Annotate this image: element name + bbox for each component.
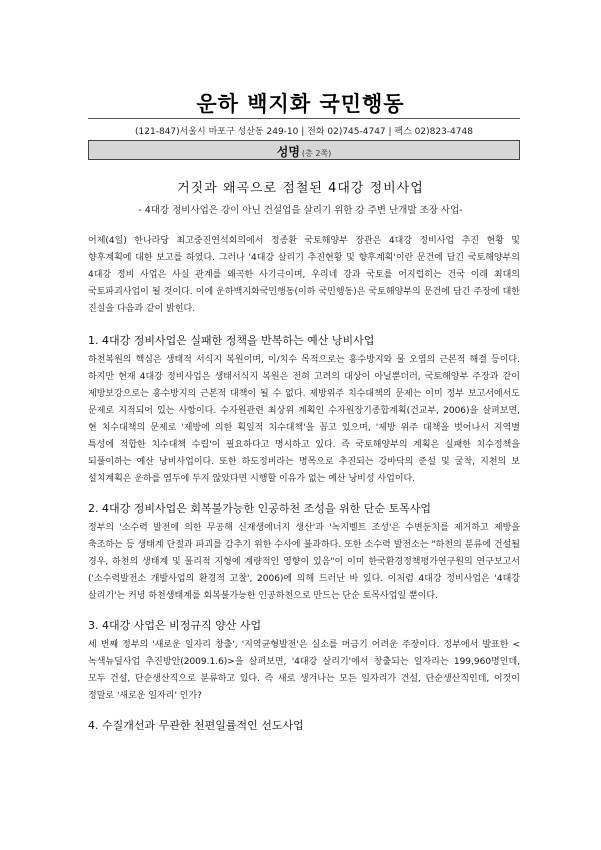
contact-info: (121-847)서울시 마포구 성산동 249-10 | 전화 02)745-4747 | 팩스 02)823-4748	[135, 127, 473, 137]
section-heading-4: 4. 수질개선과 무관한 천편일률적인 선도사업	[88, 719, 304, 732]
section-heading-3: 3. 4대강 사업은 비정규직 양산 사업	[88, 619, 262, 632]
statement-title: 거짓과 왜곡으로 점철된 4대강 정비사업	[177, 181, 424, 196]
statement-body	[88, 233, 520, 737]
statement-subtitle: - 4대강 정비사업은 강이 아닌 건설업을 살리기 위한 강 주변 난개발 조장 사업-	[138, 205, 463, 216]
section-body-2: 정부의 '소수력 발전에 의한 무공해 신재생에너지 생산'과 '녹지벨트 조성'은 수변둔치를 제거하고 제방을 축조하는 등 생태계 단절과 파괴를 감추기 위한 수사에 불과하다. 또한 소수력 발전소는 "하천의 분류에 건설될 경우, 하천의 생태계 및 물리적 지형에 계량적인 영향이 있음"이 이미 한국환경정책평가연구원의 연구보고서('소수력발전소 개발사업의 환경적 고찰', 2006)에 의해 드러난 바 있다. 이처럼 4대강 정비사업은 '4대강 살리기'는 커녕 하천생태계를 회복불가능한 인공하천으로 만드는 단순 토목사업일 뿐이다.	[88, 523, 520, 601]
doc-type-bar	[88, 140, 520, 160]
section-body-3: 세 번째 정부의 '새로운 일자리 창출', '지역균형발전'은 실소를 머금기 어려운 주장이다. 정부에서 발표한 <녹색뉴딜사업 추진방안(2009.1.6)>을 살펴보면, '4대강 살리기'에서 창출되는 일자리는 199,960명인데, 모두 건설, 단순생산직으로 분류하고 있다. 즉 새로 생겨나는 모든 일자리가 건설, 단순생산직인데, 이것이 정말로 '새로운 일자리' 인가?	[88, 640, 520, 701]
section-body-1: 하천복원의 핵심은 생태적 서식지 복원이며, 이/치수 목적으로는 홍수방지와 물 오염의 근본적 해결 등이다. 하지만 현재 4대강 정비사업은 생태서식지 복원은 전혀 고려의 대상이 아닐뿐더러, 국토해양부 주장과 같이 제방보강으로는 홍수방지의 근본적 대책이 될 수 없다. 제방위주 치수대책의 문제는 이미 정부 보고서에서도 문제로 지적되어 있는 사항이다. 수자원관련 최상위 계획인 수자원장기종합계획(건교부, 2006)을 살펴보면, 현 치수대책의 문제로 '제방에 의한 획일적 치수대책'을 꼽고 있으며, '제방 위주 대책을 벗어나서 지역별 특성에 적합한 치수대책 수립'이 필요하다고 명시하고 있다. 즉 국토해양부의 계획은 실패한 치수정책을 되풀이하는 예산 낭비사업이다. 또한 하도정비라는 명목으로 추진되는 강바닥의 준설 및 굴착, 지천의 보 설치계획은 운하를 염두에 두지 않았다면 시행할 이유가 없는 예산 낭비성 사업이다.	[88, 355, 520, 484]
intro-paragraph: 어제(4일) 한나라당 최고중진연석회의에서 정종환 국토해양부 장관은 4대강 정비사업 추진 현황 및 향후계획에 대한 보고를 하였다. 그러나 '4대강 살리기 추진현황 및 향후계획'이란 문건에 담긴 국토해양부의 4대강 정비 사업은 사실 관계를 왜곡한 사기극이며, 우리네 강과 국토를 어지럽히는 건국 이래 최대의 국토파괴사업이 될 것이다. 이에 운하백지화국민행동(이하 국민행동)은 국토해양부의 문건에 담긴 주장에 대한 진실을 다음과 같이 밝힌다.	[88, 236, 520, 314]
section-heading-1: 1. 4대강 정비사업은 실패한 정책을 반복하는 예산 낭비사업	[88, 334, 375, 347]
section-heading-2: 2. 4대강 정비사업은 회복불가능한 인공하천 조성을 위한 단순 토목사업	[88, 502, 431, 515]
doc-type-label: 성명	[276, 145, 300, 159]
org-name: 운하 백지화 국민행동	[196, 92, 405, 116]
page-count-note: (총 2쪽)	[301, 149, 332, 158]
header-divider	[88, 118, 520, 119]
